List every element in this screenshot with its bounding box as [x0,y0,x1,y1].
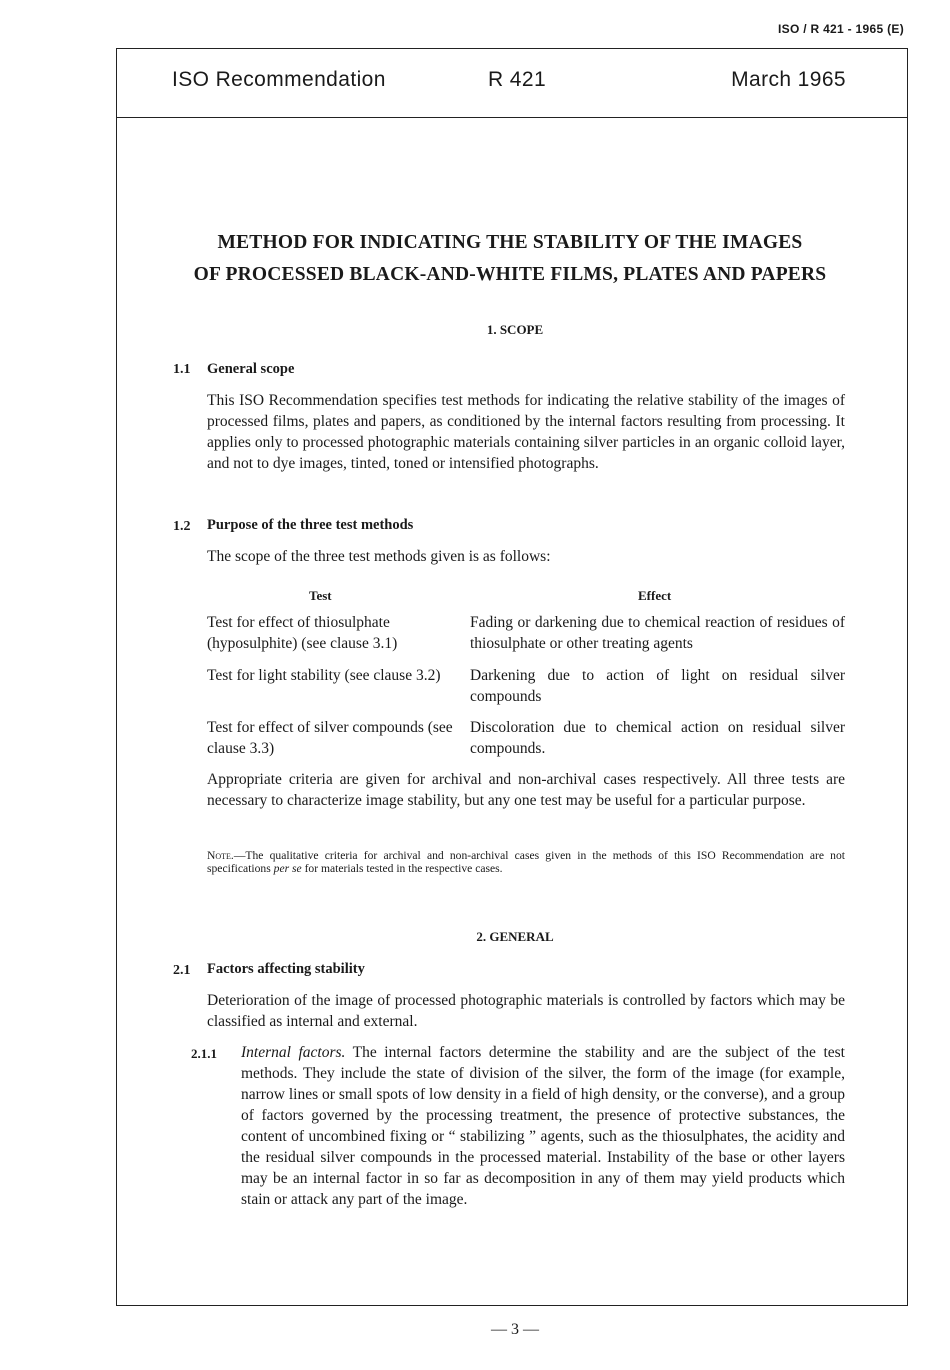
clause-1-2-intro: The scope of the three test methods given is as follows: [207,548,551,565]
table-row-2-effect: Darkening due to action of light on residual silver compounds [470,667,845,705]
clause-2-1-number: 2.1 [173,963,191,978]
table-row-2-test: Test for light stability (see clause 3.2) [207,667,441,684]
clause-2-1-1-body: The internal factors determine the stability and are the subject of the test methods. They include the state of division of the silver, the form of the image (for example, narrow lines or small spots of low density in a field of high density, or the converse), and a group of factors governed by the processing treatment, the presence of protective substances, the content of uncombined fixing or “ stabilizing ” agents, such as the thiosulphates, the acidity and the residual silver compounds in the processed material. Instability of the base or other layers may be an internal factor in so far as decomposition in any of them may yield products which stain or attack any part of the image. [241,1044,845,1208]
clause-1-2-criteria-text: Appropriate criteria are given for archival and non-archival cases respectively. All three tests are necessary to characterize image stability, but any one test may be useful for a particular purpose. [207,771,845,809]
table-header-test: Test [309,588,332,603]
table-row-1-test: Test for effect of thiosulphate (hyposulphite) (see clause 3.1) [207,614,398,652]
header-recommendation-label: ISO Recommendation [172,68,386,91]
clause-1-2-number: 1.2 [173,519,191,534]
clause-2-1-1-text [241,1042,845,1210]
header-divider [116,117,908,118]
table-row-3-test: Test for effect of silver compounds (see clause 3.3) [207,719,453,757]
note-text-italic: per se [273,862,302,875]
document-reference: ISO / R 421 - 1965 (E) [778,22,904,36]
note-text-part-1: —The qualitative criteria for archival and non-archival cases given in the methods of this ISO Recommendation are not specifications [207,849,845,875]
clause-2-1-title: Factors affecting stability [207,961,365,977]
clause-1-1-number: 1.1 [173,362,191,377]
title-line-1: METHOD FOR INDICATING THE STABILITY OF THE IMAGES [217,232,803,253]
clause-2-1-1-number: 2.1.1 [191,1046,217,1061]
section-2-heading: 2. GENERAL [476,929,554,944]
clause-2-1-1-lead: Internal factors. [241,1044,346,1061]
clause-2-1-text: Deterioration of the image of processed photographic materials is controlled by factors which may be classified as internal and external. [207,992,845,1030]
clause-1-1-text: This ISO Recommendation specifies test methods for indicating the relative stability of the images of processed films, plates and papers, as conditioned by the internal factors resulting from processing. It applies only to processed photographic materials containing silver particles in an organic colloid layer, and not to dye images, tinted, toned or intensified photographs. [207,392,845,472]
header-recommendation-number: R 421 [488,68,547,91]
table-row-3-effect: Discoloration due to chemical action on residual silver compounds. [470,719,845,757]
page-number: — 3 — [491,1321,539,1338]
title-line-2: OF PROCESSED BLACK-AND-WHITE FILMS, PLATES AND PAPERS [193,264,827,285]
table-row-1-effect: Fading or darkening due to chemical reaction of residues of thiosulphate or other treating agents [470,614,845,652]
note [207,849,845,875]
note-label: Note. [207,849,234,862]
table-header-effect: Effect [638,588,672,603]
section-1-heading: 1. SCOPE [486,322,544,337]
clause-1-1-title: General scope [207,361,295,377]
clause-1-2-title: Purpose of the three test methods [207,517,414,533]
document-title [150,227,870,291]
header-date: March 1965 [731,68,846,91]
note-text-part-2: for materials tested in the respective cases. [301,862,503,875]
